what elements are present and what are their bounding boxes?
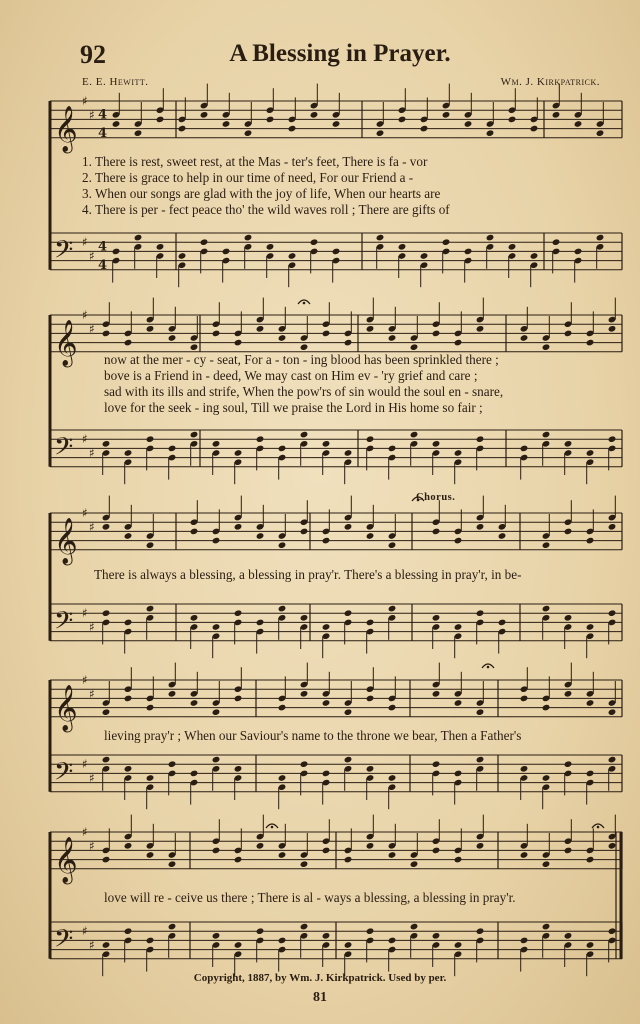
- note-head: [178, 252, 187, 260]
- lyric-chorus-line-2: lieving pray'r ; When our Saviour's name to the throne we bear, Then a Father's: [104, 728, 522, 743]
- note-head: [212, 756, 221, 764]
- note-head: [376, 234, 385, 242]
- key-sharp: ♯: [89, 838, 95, 853]
- composer-credit: Wm. J. Kirkpatrick.: [500, 76, 600, 88]
- key-sharp: ♯: [89, 686, 95, 701]
- note-head: [300, 860, 309, 868]
- note-head: [146, 704, 155, 712]
- note-head: [344, 856, 353, 864]
- fermata-icon: [597, 826, 600, 829]
- note-head: [454, 856, 463, 864]
- note-head: [530, 125, 539, 133]
- note-head: [278, 704, 287, 712]
- note-head: [542, 923, 551, 931]
- note-head: [234, 523, 243, 531]
- note-head: [520, 695, 529, 703]
- key-sharp: ♯: [82, 757, 88, 772]
- note-head: [124, 695, 133, 703]
- page-number: 81: [313, 990, 327, 1005]
- note-head: [134, 234, 143, 242]
- note-head: [156, 116, 165, 124]
- note-head: [432, 330, 441, 338]
- treble-clef-icon: 𝄞: [54, 836, 78, 883]
- note-head: [366, 435, 375, 443]
- note-head: [234, 765, 243, 773]
- hymn-number: 92: [80, 40, 106, 69]
- note-head: [344, 523, 353, 531]
- note-head: [366, 532, 375, 540]
- note-head: [410, 431, 419, 439]
- note-head: [322, 770, 331, 778]
- note-head: [266, 116, 275, 124]
- note-head: [146, 774, 155, 782]
- treble-clef-icon: 𝄞: [54, 319, 78, 366]
- key-sharp: ♯: [89, 771, 95, 785]
- note-head: [278, 605, 287, 613]
- note-head: [564, 440, 573, 448]
- bass-clef-icon: 𝄢: [54, 606, 74, 642]
- note-head: [288, 125, 297, 133]
- note-head: [586, 339, 595, 347]
- note-head: [530, 252, 539, 260]
- note-head: [508, 116, 517, 124]
- time-signature: 4: [98, 257, 108, 273]
- note-head: [300, 431, 309, 439]
- note-head: [234, 449, 243, 457]
- note-head: [146, 937, 155, 945]
- note-head: [168, 923, 177, 931]
- note-head: [388, 851, 397, 859]
- note-head: [388, 334, 397, 342]
- note-head: [168, 690, 177, 698]
- note-head: [244, 129, 253, 137]
- note-head: [366, 619, 375, 627]
- note-head: [388, 445, 397, 453]
- bass-clef-icon: 𝄢: [54, 757, 74, 793]
- note-head: [190, 699, 199, 707]
- chorus-label: Chorus.: [416, 492, 456, 503]
- treble-clef-icon: 𝄞: [54, 684, 78, 731]
- key-sharp: ♯: [89, 446, 95, 460]
- note-head: [190, 528, 199, 536]
- bass-clef-icon: 𝄢: [54, 924, 74, 960]
- lyric-verse-2-line-2: bove is a Friend in - deed, We may cast on Him ev - 'ry grief and care ;: [104, 368, 478, 383]
- note-head: [476, 609, 485, 617]
- note-head: [574, 248, 583, 256]
- note-head: [388, 937, 397, 945]
- time-signature: 4: [98, 107, 108, 123]
- note-head: [388, 541, 397, 549]
- note-head: [366, 765, 375, 773]
- note-head: [278, 937, 287, 945]
- note-head: [476, 756, 485, 764]
- note-head: [432, 932, 441, 940]
- note-head: [332, 120, 341, 128]
- note-head: [454, 339, 463, 347]
- note-head: [344, 756, 353, 764]
- note-head: [212, 932, 221, 940]
- note-head: [586, 699, 595, 707]
- note-head: [234, 339, 243, 347]
- note-head: [322, 330, 331, 338]
- lyric-verse-3-line-1: 3. When our songs are glad with the joy of life, When our hearts are: [82, 186, 441, 201]
- note-head: [520, 334, 529, 342]
- note-head: [420, 252, 429, 260]
- note-head: [586, 537, 595, 545]
- note-head: [586, 856, 595, 864]
- key-sharp: ♯: [82, 235, 88, 250]
- note-head: [608, 435, 617, 443]
- note-head: [464, 248, 473, 256]
- note-head: [124, 339, 133, 347]
- note-head: [432, 760, 441, 768]
- note-head: [256, 619, 265, 627]
- note-head: [300, 343, 309, 351]
- note-head: [464, 120, 473, 128]
- note-head: [322, 932, 331, 940]
- note-head: [256, 927, 265, 935]
- note-head: [256, 435, 265, 443]
- note-head: [520, 765, 529, 773]
- bass-clef-icon: 𝄢: [54, 235, 74, 271]
- note-head: [266, 243, 275, 251]
- note-head: [102, 756, 111, 764]
- note-head: [234, 695, 243, 703]
- note-head: [366, 695, 375, 703]
- key-sharp: ♯: [89, 321, 95, 336]
- note-head: [300, 923, 309, 931]
- note-head: [212, 708, 221, 716]
- note-head: [564, 528, 573, 536]
- note-head: [608, 325, 617, 333]
- note-head: [542, 343, 551, 351]
- note-head: [124, 842, 133, 850]
- note-head: [112, 120, 121, 128]
- note-head: [388, 774, 397, 782]
- note-head: [124, 449, 133, 457]
- note-head: [190, 343, 199, 351]
- note-head: [564, 760, 573, 768]
- note-head: [564, 932, 573, 940]
- hymn-title: A Blessing in Prayer.: [229, 40, 451, 67]
- time-signature: 4: [98, 239, 108, 255]
- note-head: [310, 111, 319, 119]
- note-head: [476, 325, 485, 333]
- note-head: [212, 537, 221, 545]
- note-head: [168, 760, 177, 768]
- note-head: [454, 449, 463, 457]
- note-head: [608, 927, 617, 935]
- key-sharp: ♯: [89, 620, 95, 634]
- note-head: [300, 614, 309, 622]
- note-head: [102, 330, 111, 338]
- note-head: [586, 770, 595, 778]
- note-head: [442, 111, 451, 119]
- note-head: [508, 243, 517, 251]
- key-sharp: ♯: [82, 432, 88, 447]
- note-head: [212, 440, 221, 448]
- note-head: [112, 248, 121, 256]
- note-head: [410, 923, 419, 931]
- bass-clef-icon: 𝄢: [54, 432, 74, 468]
- note-head: [476, 435, 485, 443]
- note-head: [156, 243, 165, 251]
- note-head: [552, 111, 561, 119]
- note-head: [552, 238, 561, 246]
- fermata-icon: [271, 826, 274, 829]
- note-head: [542, 431, 551, 439]
- note-head: [278, 541, 287, 549]
- note-head: [596, 129, 605, 137]
- note-head: [102, 440, 111, 448]
- note-head: [124, 619, 133, 627]
- note-head: [288, 252, 297, 260]
- note-head: [388, 605, 397, 613]
- note-head: [234, 609, 243, 617]
- key-sharp: ♯: [82, 673, 88, 687]
- note-head: [102, 708, 111, 716]
- note-head: [564, 690, 573, 698]
- note-head: [542, 605, 551, 613]
- note-head: [256, 842, 265, 850]
- note-head: [454, 941, 463, 949]
- note-head: [608, 842, 617, 850]
- note-head: [212, 330, 221, 338]
- note-head: [124, 532, 133, 540]
- note-head: [146, 541, 155, 549]
- note-head: [454, 699, 463, 707]
- note-head: [322, 537, 331, 545]
- note-head: [476, 523, 485, 531]
- lyric-verse-1-line-1: 1. There is rest, sweet rest, at the Mas - ter's feet, There is fa - vor: [82, 154, 428, 169]
- note-head: [454, 537, 463, 545]
- note-head: [476, 842, 485, 850]
- note-head: [322, 699, 331, 707]
- note-head: [486, 129, 495, 137]
- note-head: [146, 605, 155, 613]
- fermata-icon: [303, 302, 306, 305]
- note-head: [498, 619, 507, 627]
- key-sharp: ♯: [82, 825, 88, 839]
- fermata-icon: [487, 666, 490, 669]
- key-sharp: ♯: [89, 519, 95, 534]
- treble-clef-icon: 𝄞: [54, 105, 78, 152]
- note-head: [520, 937, 529, 945]
- note-head: [376, 129, 385, 137]
- key-sharp: ♯: [82, 308, 88, 322]
- note-head: [300, 690, 309, 698]
- note-head: [278, 851, 287, 859]
- note-head: [190, 770, 199, 778]
- note-head: [190, 614, 199, 622]
- note-head: [146, 851, 155, 859]
- note-head: [102, 856, 111, 864]
- note-head: [256, 325, 265, 333]
- note-head: [278, 774, 287, 782]
- note-head: [344, 339, 353, 347]
- note-head: [322, 847, 331, 855]
- note-head: [410, 343, 419, 351]
- note-head: [322, 440, 331, 448]
- note-head: [398, 243, 407, 251]
- note-head: [222, 248, 231, 256]
- note-head: [200, 111, 209, 119]
- note-head: [454, 623, 463, 631]
- note-head: [366, 325, 375, 333]
- note-head: [234, 941, 243, 949]
- note-head: [608, 708, 617, 716]
- copyright-notice: Copyright, 1887, by Wm. J. Kirkpatrick. Used by per.: [193, 972, 447, 984]
- note-head: [146, 435, 155, 443]
- note-head: [398, 116, 407, 124]
- note-head: [344, 609, 353, 617]
- note-head: [586, 449, 595, 457]
- key-sharp: ♯: [82, 924, 88, 939]
- note-head: [190, 431, 199, 439]
- note-head: [564, 847, 573, 855]
- note-head: [124, 765, 133, 773]
- note-head: [542, 860, 551, 868]
- note-head: [102, 941, 111, 949]
- key-sharp: ♯: [82, 506, 88, 520]
- note-head: [476, 708, 485, 716]
- note-head: [432, 440, 441, 448]
- note-head: [300, 528, 309, 536]
- key-sharp: ♯: [89, 938, 95, 952]
- note-head: [432, 528, 441, 536]
- note-head: [200, 238, 209, 246]
- key-sharp: ♯: [89, 249, 95, 263]
- key-sharp: ♯: [82, 606, 88, 621]
- note-head: [498, 532, 507, 540]
- lyric-verse-4-line-2: love for the seek - ing soul, Till we praise the Lord in His home so fair ;: [104, 400, 483, 415]
- note-head: [410, 860, 419, 868]
- note-head: [442, 238, 451, 246]
- note-head: [234, 856, 243, 864]
- note-head: [244, 234, 253, 242]
- note-head: [574, 120, 583, 128]
- note-head: [212, 623, 221, 631]
- lyric-verse-2-line-1: 2. There is grace to help in our time of need, For our Friend a -: [82, 170, 414, 185]
- lyricist-credit: E. E. Hewitt.: [82, 76, 149, 88]
- note-head: [608, 756, 617, 764]
- note-head: [168, 860, 177, 868]
- note-head: [178, 125, 187, 133]
- note-head: [388, 704, 397, 712]
- note-head: [168, 445, 177, 453]
- note-head: [222, 120, 231, 128]
- lyric-chorus-line-1: There is always a blessing, a blessing in pray'r. There's a blessing in pray'r, in be-: [94, 567, 522, 582]
- time-signature: 4: [98, 125, 108, 141]
- lyric-verse-3-line-2: sad with its ills and strife, When the pow'rs of sin would the soul en - snare,: [104, 384, 504, 399]
- note-head: [476, 927, 485, 935]
- note-head: [454, 770, 463, 778]
- note-head: [256, 532, 265, 540]
- note-head: [168, 334, 177, 342]
- note-head: [344, 941, 353, 949]
- note-head: [310, 238, 319, 246]
- note-head: [520, 445, 529, 453]
- note-head: [432, 847, 441, 855]
- note-head: [520, 851, 529, 859]
- note-head: [486, 234, 495, 242]
- note-head: [212, 847, 221, 855]
- note-head: [344, 449, 353, 457]
- treble-clef-icon: 𝄞: [54, 517, 78, 564]
- key-sharp: ♯: [82, 94, 88, 108]
- lyric-chorus-line-3: love will re - ceive us there ; There is al - ways a blessing, a blessing in pray'r.: [104, 890, 516, 905]
- note-head: [102, 523, 111, 531]
- note-head: [300, 760, 309, 768]
- note-head: [366, 842, 375, 850]
- note-head: [278, 445, 287, 453]
- note-head: [564, 614, 573, 622]
- note-head: [586, 941, 595, 949]
- note-head: [322, 623, 331, 631]
- note-head: [146, 325, 155, 333]
- note-head: [332, 248, 341, 256]
- note-head: [608, 523, 617, 531]
- note-head: [608, 609, 617, 617]
- note-head: [542, 541, 551, 549]
- note-head: [102, 609, 111, 617]
- note-head: [432, 614, 441, 622]
- note-head: [124, 927, 133, 935]
- note-head: [344, 708, 353, 716]
- note-head: [134, 129, 143, 137]
- note-head: [278, 334, 287, 342]
- lyric-verse-4-line-1: 4. There is per - fect peace tho' the wild waves roll ; There are gifts of: [82, 202, 450, 217]
- note-head: [366, 927, 375, 935]
- note-head: [564, 330, 573, 338]
- note-head: [586, 623, 595, 631]
- key-sharp: ♯: [89, 107, 95, 122]
- note-head: [542, 704, 551, 712]
- note-head: [596, 234, 605, 242]
- note-head: [542, 774, 551, 782]
- lyric-verse-1-line-2: now at the mer - cy - seat, For a - ton - ing blood has been sprinkled there ;: [104, 352, 499, 367]
- note-head: [420, 125, 429, 133]
- note-head: [432, 690, 441, 698]
